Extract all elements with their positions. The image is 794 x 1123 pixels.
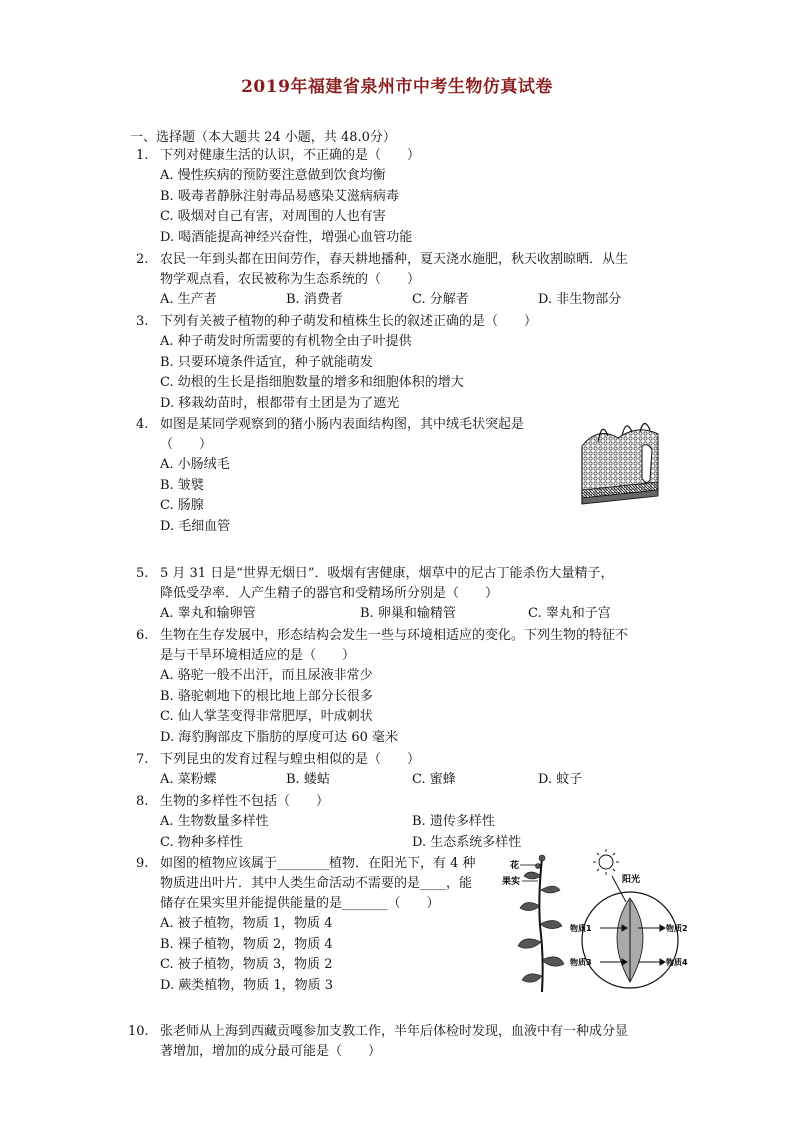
- section-header: 一、选择题（本大题共 24 小题，共 48.0分）: [130, 130, 396, 145]
- substance-1-label: 物质1: [570, 924, 592, 933]
- question-stem: 下列有关被子植物的种子萌发和植株生长的叙述正确的是（ ）: [160, 314, 538, 329]
- option-a: A. 生物数量多样性: [160, 814, 269, 829]
- option-c: C. 物种多样性: [160, 834, 243, 850]
- option-a: A. 小肠绒毛: [160, 457, 230, 472]
- question-number: 8.: [136, 794, 149, 809]
- question-3: [136, 312, 666, 415]
- question-number: 3.: [136, 314, 149, 329]
- option-a: A. 种子萌发时所需要的有机物全由子叶提供: [160, 334, 412, 349]
- question-number: 9.: [136, 856, 149, 871]
- option-c: C. 幼根的生长是指细胞数量的增多和细胞体积的增大: [160, 375, 464, 391]
- option-b: B. 卵巢和输精管: [360, 606, 456, 621]
- option-a: A. 骆驼一般不出汗，而且尿液非常少: [160, 668, 373, 683]
- question-stem: 下列对健康生活的认识，不正确的是（ ）: [160, 148, 421, 163]
- question-number: 2.: [136, 252, 149, 267]
- option-c: C. 被子植物，物质 3，物质 2: [160, 957, 333, 973]
- flower-label: 花: [510, 861, 520, 871]
- question-10: [128, 1022, 666, 1062]
- option-c: C. 肠腺: [160, 498, 204, 514]
- question-number: 7.: [136, 752, 149, 767]
- substance-2-label: 物质2: [666, 924, 688, 933]
- question-stem: 农民一年到头都在田间劳作，春天耕地播种，夏天浇水施肥，秋天收割晾晒．从生 物学观点看，农民被称为生态系统的（ ）: [160, 252, 629, 287]
- question-number: 4.: [136, 417, 149, 432]
- option-d: D. 蕨类植物，物质 1，物质 3: [160, 978, 334, 994]
- question-1: [136, 146, 666, 249]
- fruit-label: 果实: [502, 877, 521, 887]
- option-b: B. 消费者: [286, 292, 343, 307]
- option-d: D. 喝酒能提高神经兴奋性，增强心血管功能: [160, 230, 413, 246]
- option-d: D. 海豹胸部皮下脂肪的厚度可达 60 毫米: [160, 730, 399, 746]
- question-2: [136, 250, 666, 311]
- option-b: B. 蝼蛄: [286, 772, 330, 787]
- question-number: 6.: [136, 628, 149, 643]
- question-number: 10.: [128, 1024, 149, 1039]
- substance-3-label: 物质3: [570, 958, 592, 967]
- question-stem: 下列昆虫的发育过程与蝗虫相似的是（ ）: [160, 752, 421, 767]
- substance-4-label: 物质4: [666, 958, 688, 967]
- option-b: B. 遗传多样性: [412, 814, 495, 829]
- option-b: B. 皱襞: [160, 477, 204, 493]
- option-d: D. 移栽幼苗时，根都带有土团是为了遮光: [160, 396, 400, 412]
- option-a: A. 睾丸和输卵管: [160, 606, 256, 621]
- option-a: A. 被子植物，物质 1，物质 4: [160, 916, 333, 931]
- question-9: [136, 854, 516, 997]
- question-stem: 如图是某同学观察到的猪小肠内表面结构图，其中绒毛状突起是 （ ）: [160, 417, 525, 452]
- option-d: D. 毛细血管: [160, 519, 231, 535]
- question-stem: 张老师从上海到西藏贡嘎参加支教工作，半年后体检时发现，血液中有一种成分显 著增加，增加的成分最可能是（ ）: [160, 1024, 629, 1059]
- option-a: A. 菜粉蝶: [160, 772, 217, 787]
- option-a: A. 慢性疾病的预防要注意做到饮食均衡: [160, 168, 386, 183]
- option-b: B. 只要环境条件适宜，种子就能萌发: [160, 354, 373, 370]
- page-title: 2019年福建省泉州市中考生物仿真试卷: [241, 77, 553, 97]
- question-stem: 生物在生存发展中，形态结构会发生一些与环境相适应的变化。下列生物的特征不 是与干旱环境相适应的是（ ）: [160, 628, 629, 663]
- question-stem: 生物的多样性不包括（ ）: [160, 794, 330, 809]
- option-c: C. 吸烟对自己有害，对周围的人也有害: [160, 209, 386, 225]
- question-8: [136, 792, 666, 853]
- option-b: B. 吸毒者静脉注射毒品易感染艾滋病病毒: [160, 188, 399, 204]
- option-a: A. 生产者: [160, 292, 217, 307]
- option-d: D. 蚊子: [538, 772, 583, 787]
- sun-label: 阳光: [622, 875, 641, 885]
- option-b: B. 骆驼刺地下的根比地上部分长很多: [160, 688, 373, 704]
- option-c: C. 蜜蜂: [412, 772, 456, 787]
- option-c: C. 睾丸和子宫: [528, 606, 611, 621]
- intestine-villi-diagram-icon: [578, 416, 662, 508]
- sun-icon: [593, 849, 619, 875]
- question-stem: 如图的植物应该属于________植物．在阳光下，有 4 种 物质进出叶片．其中人类生命活动不需要的是____，能 储存在果实里并能提供能量的是_______（ ）: [160, 856, 476, 911]
- question-stem: 5 月 31 日是“世界无烟日”．吸烟有害健康，烟草中的尼古丁能杀伤大量精子， 降低受孕率．人产生精子的器官和受精场所分别是（ ）: [160, 566, 614, 601]
- option-b: B. 裸子植物，物质 2，物质 4: [160, 936, 333, 952]
- question-number: 1.: [136, 148, 149, 163]
- question-6: [136, 626, 666, 749]
- option-c: C. 仙人掌茎变得非常肥厚，叶成刺状: [160, 709, 373, 725]
- question-number: 5.: [136, 566, 149, 581]
- question-5: [136, 564, 666, 625]
- option-c: C. 分解者: [412, 292, 469, 307]
- option-d: D. 非生物部分: [538, 292, 622, 307]
- question-7: [136, 750, 666, 791]
- option-d: D. 生态系统多样性: [412, 834, 522, 850]
- plant-leaf-diagram-icon: [500, 846, 690, 994]
